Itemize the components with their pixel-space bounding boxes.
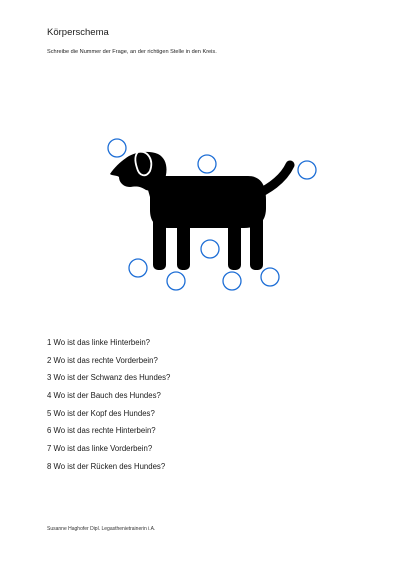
answer-circle-head[interactable] (108, 139, 126, 157)
answer-circle-hind-leg-right[interactable] (261, 268, 279, 286)
ear-icon (135, 152, 151, 176)
instruction-text: Schreibe die Nummer der Frage, an der richtigen Stelle in den Kreis. (47, 49, 217, 55)
answer-circle-belly[interactable] (201, 240, 219, 258)
question-item: 6 Wo ist das rechte Hinterbein? (47, 426, 156, 436)
question-item: 7 Wo ist das linke Vorderbein? (47, 444, 153, 454)
page-title: Körperschema (47, 27, 109, 38)
question-item: 2 Wo ist das rechte Vorderbein? (47, 355, 158, 365)
question-item: 5 Wo ist der Kopf des Hundes? (47, 408, 155, 418)
question-item: 4 Wo ist der Bauch des Hundes? (47, 391, 161, 401)
question-list (47, 338, 170, 480)
answer-circle-front-leg-right[interactable] (167, 272, 185, 290)
footer-credit: Susanne Haghofer Dipl. Legasthenietrainerin i.A. (47, 526, 156, 532)
question-item: 3 Wo ist der Schwanz des Hundes? (47, 373, 171, 383)
answer-circle-tail[interactable] (298, 161, 316, 179)
answer-circle-front-leg-left[interactable] (129, 259, 147, 277)
question-item: 8 Wo ist der Rücken des Hundes? (47, 461, 166, 471)
answer-circle-back[interactable] (198, 155, 216, 173)
question-item: 1 Wo ist das linke Hinterbein? (47, 338, 151, 347)
answer-circle-hind-leg-left[interactable] (223, 272, 241, 290)
